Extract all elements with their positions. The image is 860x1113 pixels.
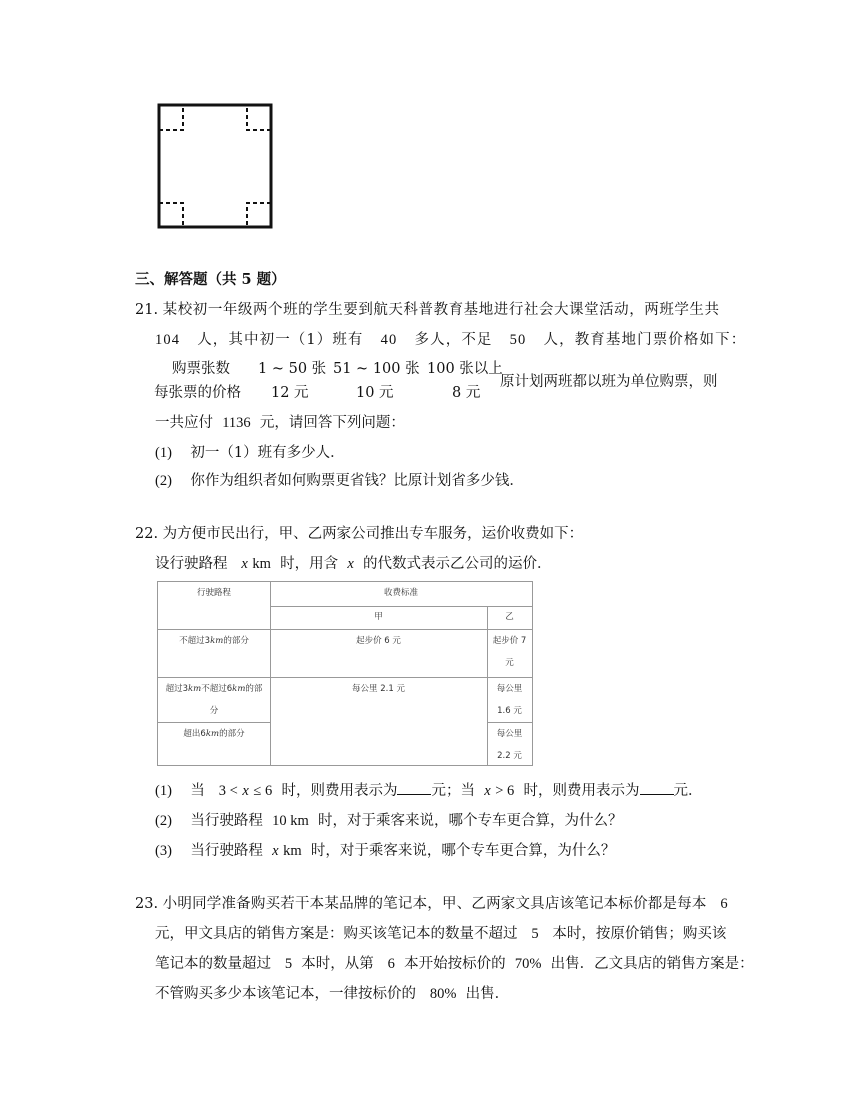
square-cut-corners-figure xyxy=(157,103,273,229)
fare-table-row-1-route: 不超过3km的部分 xyxy=(179,636,249,646)
question-21-after-table: 原计划两班都以班为单位购票，则 xyxy=(500,374,718,390)
section-heading: 三、解答题（共 5 题） xyxy=(135,271,286,288)
fare-table-row-1-yi: 起步价 7 元 xyxy=(492,636,527,668)
question-23-line-3: 笔记本的数量超过 5 本时，从第 6 本开始按标价的 70% 出售．乙文具店的销售方案是： xyxy=(155,956,754,972)
question-23-line-4: 不管购买多少本该笔记本，一律按标价的 80% 出售． xyxy=(155,986,510,1002)
fare-table-header-fee: 收费标准 xyxy=(383,588,418,598)
question-22-sub-2: (2) 当行驶路程 10 km 时，对于乘客来说，哪个专车更合算，为什么？ xyxy=(155,813,623,829)
fare-table xyxy=(157,581,533,766)
question-22-line-2: 设行驶路程 x km 时，用含 x 的代数式表示乙公司的运价． xyxy=(155,556,552,572)
fare-table-row-2-yi: 每公里 1.6 元 xyxy=(496,684,523,716)
question-21-sub-2: (2) 你作为组织者如何购票更省钱？比原计划省多少钱． xyxy=(155,473,524,489)
question-23-line-1: 23. 小明同学准备购买若干本某品牌的笔记本，甲、乙两家文具店该笔记本标价都是每本 6 xyxy=(135,896,728,912)
question-number: 21. xyxy=(135,302,159,318)
fare-table-row-2-jia: 每公里 2.1 元 xyxy=(352,684,405,694)
fare-table-row-1-jia: 起步价 6 元 xyxy=(356,636,401,646)
question-21-line-2: 104 人，其中初一（1）班有 40 多人，不足 50 人，教育基地门票价格如下： xyxy=(155,332,747,348)
question-21-line-1: 21. 某校初一年级两个班的学生要到航天科普教育基地进行社会大课堂活动，两班学生共 xyxy=(135,302,720,318)
question-21-sub-1: (1) 初一（1）班有多少人． xyxy=(155,445,345,461)
answer-blank[interactable] xyxy=(640,782,674,795)
question-number: 22. xyxy=(135,526,159,542)
fare-table-header-route: 行驶路程 xyxy=(196,588,231,598)
question-23-line-2: 元，甲文具店的销售方案是：购买该笔记本的数量不超过 5 本时，按原价销售；购买该 xyxy=(155,926,727,942)
question-number: 23. xyxy=(135,896,159,912)
answer-blank[interactable] xyxy=(397,782,431,795)
question-21-line-4: 一共应付 1136 元，请回答下列问题： xyxy=(155,415,405,431)
fare-table-row-3-route: 超出6km的部分 xyxy=(183,729,245,739)
fare-table-row-3-yi: 每公里 2.2 元 xyxy=(496,729,523,761)
fare-table-header-jia: 甲 xyxy=(374,612,383,622)
question-22-sub-3: (3) 当行驶路程 x km 时，对于乘客来说，哪个专车更合算，为什么？ xyxy=(155,843,616,859)
question-22-line-1: 22. 为方便市民出行，甲、乙两家公司推出专车服务，运价收费如下： xyxy=(135,526,584,542)
question-22-sub-1: (1) 当 3 < x ≤ 6 时，则费用表示为 元；当 x > 6 时，则费用表示为 元． xyxy=(155,783,703,799)
fare-table-row-2-route: 超过3km不超过6km的部 分 xyxy=(165,684,263,716)
fare-table-header-yi: 乙 xyxy=(505,612,514,622)
